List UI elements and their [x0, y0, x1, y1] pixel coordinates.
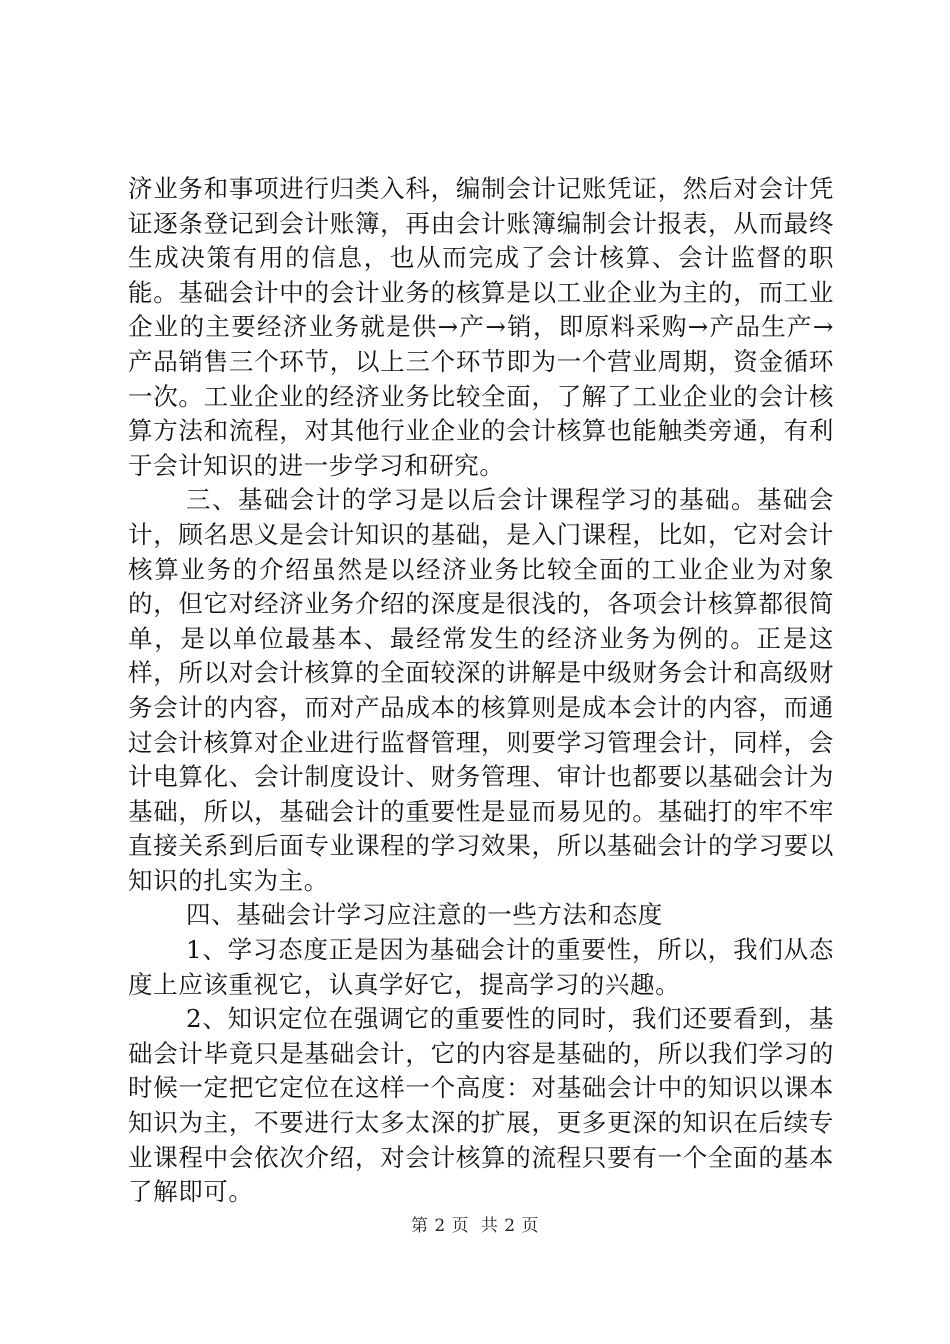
page-total: 共 2 页	[480, 1216, 540, 1236]
document-body	[128, 172, 834, 1210]
section-heading-four: 四、基础会计学习应注意的一些方法和态度	[186, 900, 663, 930]
paragraph-continued: 济业务和事项进行归类入科，编制会计记账凭证，然后对会计凭证逐条登记到会计账簿，再由会计账簿编制会计报表，从而最终生成决策有用的信息，也从而完成了会计核算、会计监督的职能。基础会计中的会计业务的核算是以工业企业为主的，而工业企业的主要经济业务就是供→产→销，即原料采购→产品生产→产品销售三个环节，以上三个环节即为一个营业周期，资金循环一次。工业企业的经济业务比较全面，了解了工业企业的会计核算方法和流程，对其他行业企业的会计核算也能触类旁通，有利于会计知识的进一步学习和研究。	[128, 174, 834, 480]
paragraph-item-one: 1、学习态度正是因为基础会计的重要性，所以，我们从态度上应该重视它，认真学好它，提高学习的兴趣。	[128, 935, 834, 999]
page-footer	[0, 1215, 950, 1237]
paragraph-item-two: 2、知识定位在强调它的重要性的同时，我们还要看到，基础会计毕竟只是基础会计，它的内容是基础的，所以我们学习的时候一定把它定位在这样一个高度：对基础会计中的知识以课本知识为主，不要进行太多太深的扩展，更多更深的知识在后续专业课程中会依次介绍，对会计核算的流程只要有一个全面的基本了解即可。	[128, 1004, 834, 1207]
paragraph-section-three: 三、基础会计的学习是以后会计课程学习的基础。基础会计，顾名思义是会计知识的基础，是入门课程，比如，它对会计核算业务的介绍虽然是以经济业务比较全面的工业企业为对象的，但它对经济业务介绍的深度是很浅的，各项会计核算都很简单，是以单位最基本、最经常发生的经济业务为例的。正是这样，所以对会计核算的全面较深的讲解是中级财务会计和高级财务会计的内容，而对产品成本的核算则是成本会计的内容，而通过会计核算对企业进行监督管理，则要学习管理会计，同样，会计电算化、会计制度设计、财务管理、审计也都要以基础会计为基础，所以，基础会计的重要性是显而易见的。基础打的牢不牢直接关系到后面专业课程的学习效果，所以基础会计的学习要以知识的扎实为主。	[128, 485, 834, 895]
page-number: 第 2 页	[410, 1216, 470, 1236]
